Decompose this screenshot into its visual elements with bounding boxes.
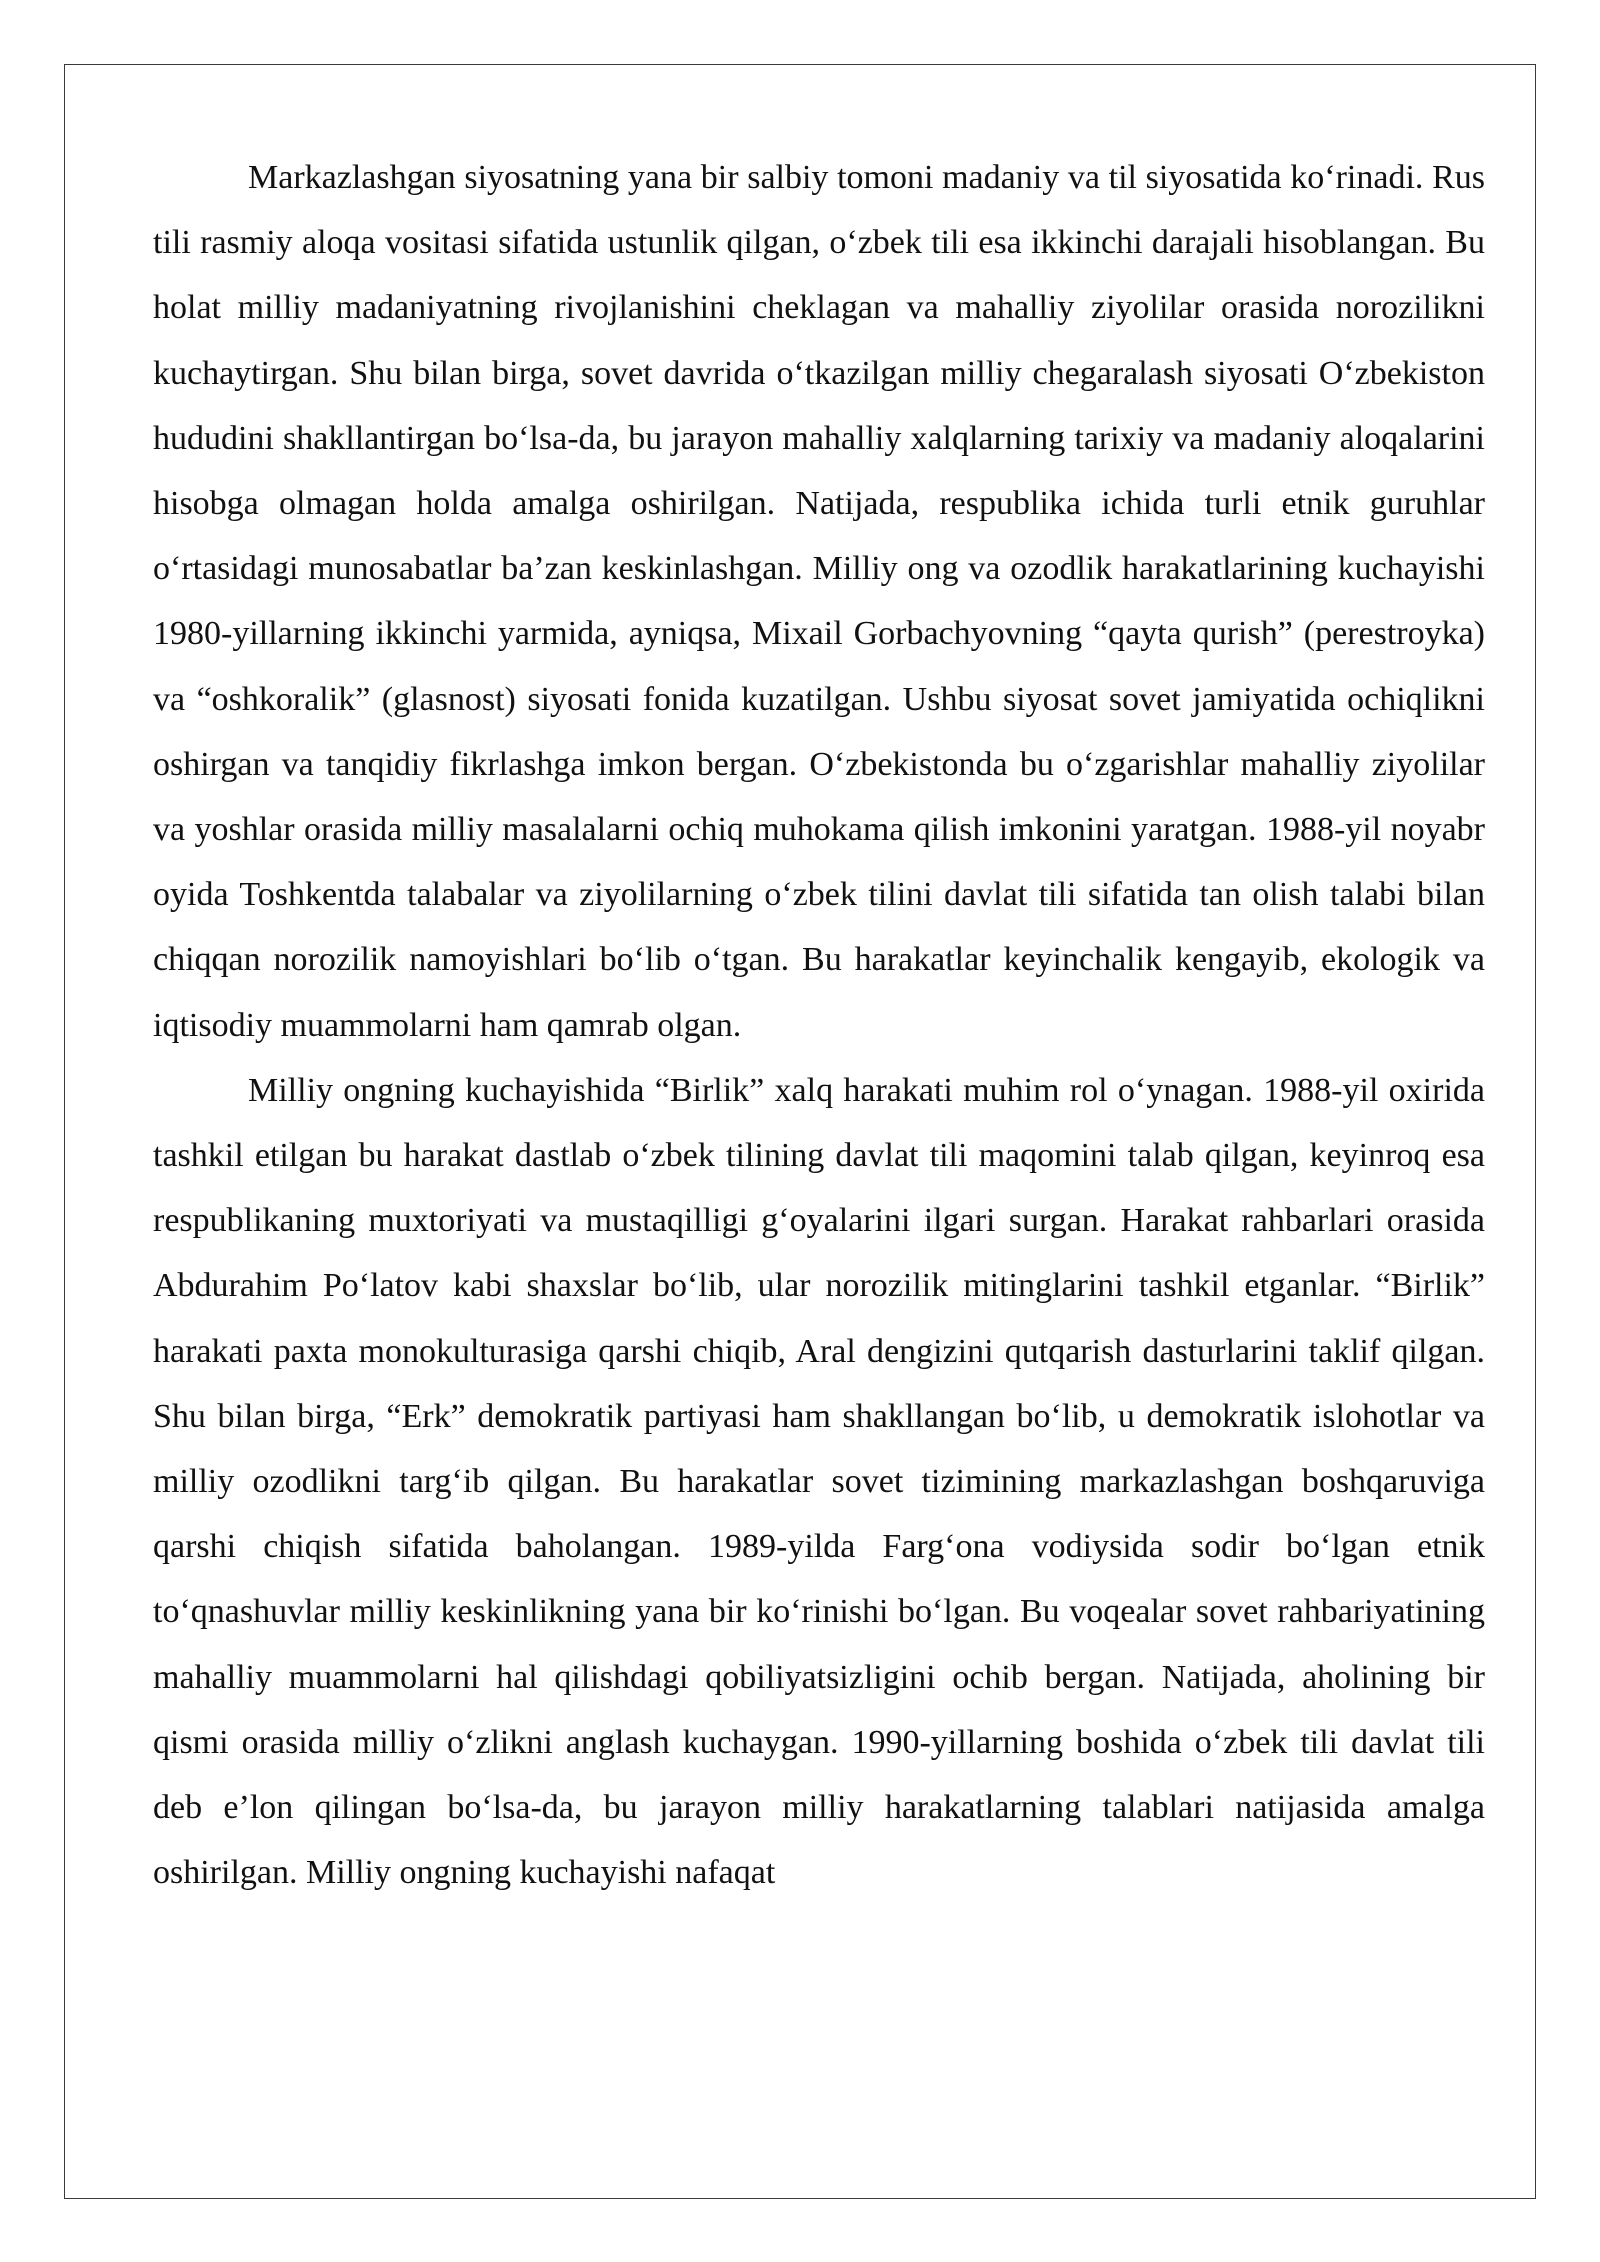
document-body (153, 145, 1485, 1905)
paragraph-2: Milliy ongning kuchayishida “Birlik” xalq harakati muhim rol o‘ynagan. 1988-yil oxirida tashkil etilgan bu harakat dastlab o‘zbek tilining davlat tili maqomini talab qilgan, keyinroq esa respublikaning muxtoriyati va mustaqilligi g‘oyalarini ilgari surgan. Harakat rahbarlari orasida Abdurahim Po‘latov kabi shaxslar bo‘lib, ular norozilik mitinglarini tashkil etganlar. “Birlik” harakati paxta monokulturasiga qarshi chiqib, Aral dengizini qutqarish dasturlarini taklif qilgan. Shu bilan birga, “Erk” demokratik partiyasi ham shakllangan bo‘lib, u demokratik islohotlar va milliy ozodlikni targ‘ib qilgan. Bu harakatlar sovet tizimining markazlashgan boshqaruviga qarshi chiqish sifatida baholangan. 1989-yilda Farg‘ona vodiysida sodir bo‘lgan etnik to‘qnashuvlar milliy keskinlikning yana bir ko‘rinishi bo‘lgan. Bu voqealar sovet rahbariyatining mahalliy muammolarni hal qilishdagi qobiliyatsizligini ochib bergan. Natijada, aholining bir qismi orasida milliy o‘zlikni anglash kuchaygan. 1990-yillarning boshida o‘zbek tili davlat tili deb e’lon qilingan bo‘lsa-da, bu jarayon milliy harakatlarning talablari natijasida amalga oshirilgan. Milliy ongning kuchayishi nafaqat (153, 1071, 1485, 1892)
paragraph-1: Markazlashgan siyosatning yana bir salbiy tomoni madaniy va til siyosatida ko‘rinadi. Rus tili rasmiy aloqa vositasi sifatida ustunlik qilgan, o‘zbek tili esa ikkinchi darajali hisoblangan. Bu holat milliy madaniyatning rivojlanishini cheklagan va mahalliy ziyolilar orasida norozilikni kuchaytirgan. Shu bilan birga, sovet davrida o‘tkazilgan milliy chegaralash siyosati O‘zbekiston hududini shakllantirgan bo‘lsa-da, bu jarayon mahalliy xalqlarning tarixiy va madaniy aloqalarini hisobga olmagan holda amalga oshirilgan. Natijada, respublika ichida turli etnik guruhlar o‘rtasidagi munosabatlar ba’zan keskinlashgan. Milliy ong va ozodlik harakatlarining kuchayishi 1980-yillarning ikkinchi yarmida, ayniqsa, Mixail Gorbachyovning “qayta qurish” (perestroyka) va “oshkoralik” (glasnost) siyosati fonida kuzatilgan. Ushbu siyosat sovet jamiyatida ochiqlikni oshirgan va tanqidiy fikrlashga imkon bergan. O‘zbekistonda bu o‘zgarishlar mahalliy ziyolilar va yoshlar orasida milliy masalalarni ochiq muhokama qilish imkonini yaratgan. 1988-yil noyabr oyida Toshkentda talabalar va ziyolilarning o‘zbek tilini davlat tili sifatida tan olish talabi bilan chiqqan norozilik namoyishlari bo‘lib o‘tgan. Bu harakatlar keyinchalik kengayib, ekologik va iqtisodiy muammolarni ham qamrab olgan. (153, 159, 1485, 1044)
